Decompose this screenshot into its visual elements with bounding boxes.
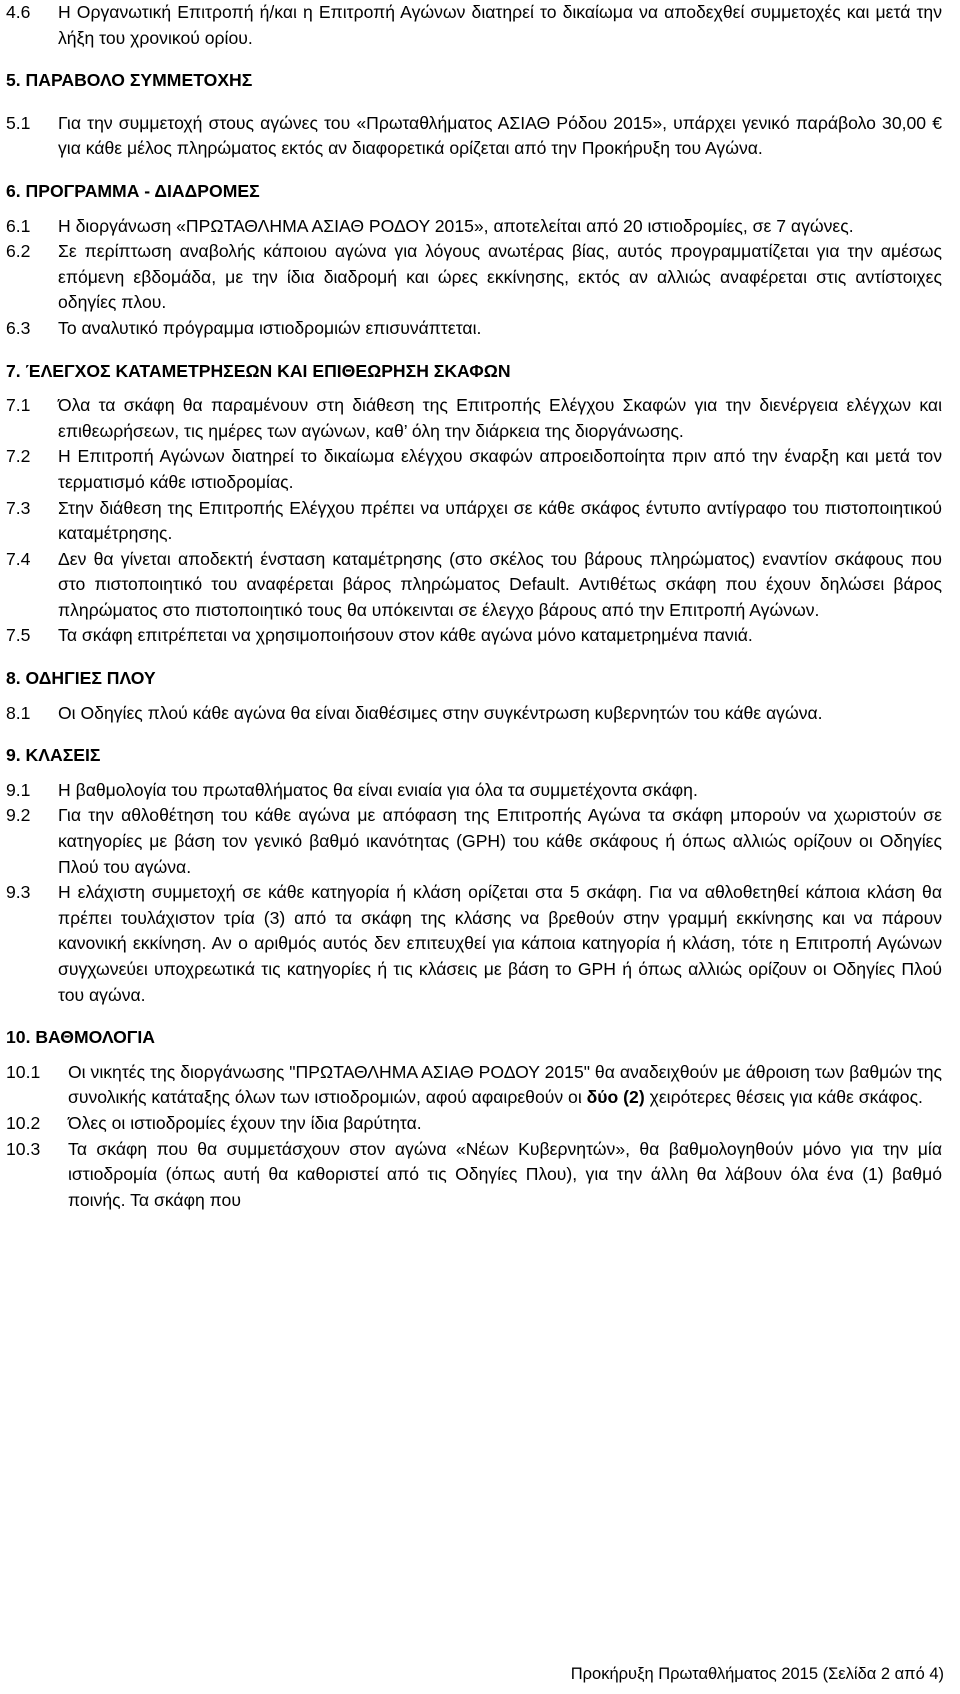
- clause-number: 10.3: [6, 1138, 41, 1159]
- clause-10-3: [6, 1137, 942, 1214]
- clause-text: Δεν θα γίνεται αποδεκτή ένσταση καταμέτρησης (στο σκέλος του βάρους πληρώματος) εναντίον σκάφους που στο πιστοποιητικό του αναφέρεται βάρος πληρώματος Default. Αντιθέτως σκάφη που έχουν δηλώσει βάρος πληρώματος στο πιστοποιητικό τους θα υπόκεινται σε έλεγχο βάρους από την Επιτροπή Αγώνων.: [58, 548, 942, 620]
- clause-7-3: [6, 496, 942, 547]
- clause-7-4: [6, 547, 942, 624]
- clause-text: Όλα τα σκάφη θα παραμένουν στη διάθεση της Επιτροπής Ελέγχου Σκαφών για την διενέργεια ελέγχων και επιθεωρήσεων, τις ημέρες των αγώνων, καθ’ όλη την διάρκεια της διοργάνωσης.: [58, 395, 942, 441]
- section-heading-5: 5. ΠΑΡΑΒΟΛΟ ΣΥΜΜΕΤΟΧΗΣ: [6, 70, 253, 91]
- clause-number: 10.2: [6, 1112, 41, 1133]
- clause-number: 10.1: [6, 1061, 41, 1082]
- clause-number: 7.1: [6, 395, 31, 416]
- clause-text: Οι Οδηγίες πλού κάθε αγώνα θα είναι διαθέσιμες στην συγκέντρωση κυβερνητών του κάθε αγώνα.: [58, 702, 823, 723]
- section-heading-9: 9. ΚΛΑΣΕΙΣ: [6, 745, 101, 766]
- clause-text-part: χειρότερες θέσεις για κάθε σκάφος.: [644, 1087, 923, 1108]
- clause-text: Στην διάθεση της Επιτροπής Ελέγχου πρέπει να υπάρχει σε κάθε σκάφος έντυπο αντίγραφο του πιστοποιητικού καταμέτρησης.: [58, 497, 942, 544]
- section-heading-7: 7. ΈΛΕΓΧΟΣ ΚΑΤΑΜΕΤΡΗΣΕΩΝ ΚΑΙ ΕΠΙΘΕΩΡΗΣΗ ΣΚΑΦΩΝ: [6, 360, 511, 381]
- clause-number: 7.3: [6, 497, 31, 518]
- clause-7-2: [6, 444, 942, 495]
- clause-number: 9.3: [6, 882, 31, 903]
- clause-number: 5.1: [6, 112, 31, 133]
- section-heading-8: 8. ΟΔΗΓΙΕΣ ΠΛΟΥ: [6, 668, 156, 689]
- clause-text: [68, 1060, 942, 1111]
- clause-text-part: Οι νικητές της διοργάνωσης "ΠΡΩΤΑΘΛΗΜΑ ΑΣΙΑΘ ΡΟΔΟΥ 2015" θα αναδειχθούν με άθροιση των βαθμών της συνολικής κατάταξης όλων των ιστιοδρομιών, αφού αφαιρεθούν οι: [68, 1061, 942, 1108]
- clause-number: 8.1: [6, 702, 31, 723]
- section-heading-6: 6. ΠΡΟΓΡΑΜΜΑ - ΔΙΑΔΡΟΜΕΣ: [6, 180, 260, 201]
- clause-number: 7.4: [6, 548, 31, 569]
- clause-6-3: [6, 316, 942, 342]
- clause-5-1: [6, 111, 942, 162]
- clause-text: Η βαθμολογία του πρωταθλήματος θα είναι ενιαία για όλα τα συμμετέχοντα σκάφη.: [58, 779, 698, 800]
- clause-9-2: [6, 803, 942, 880]
- clause-9-3: [6, 880, 942, 1008]
- clause-text: Η διοργάνωση «ΠΡΩΤΑΘΛΗΜΑ ΑΣΙΑΘ ΡΟΔΟΥ 2015», αποτελείται από 20 ιστιοδρομίες, σε 7 αγώνες.: [58, 215, 854, 236]
- clause-10-1: [6, 1060, 942, 1111]
- clause-number: 7.2: [6, 446, 31, 467]
- clause-4-6: [6, 0, 942, 51]
- page-footer: Προκήρυξη Πρωταθλήματος 2015 (Σελίδα 2 από 4): [570, 1665, 944, 1683]
- clause-10-2: [6, 1111, 942, 1137]
- clause-6-1: [6, 214, 942, 240]
- clause-9-1: [6, 778, 942, 804]
- clause-text: Η Επιτροπή Αγώνων διατηρεί το δικαίωμα ελέγχου σκαφών απροειδοποίητα πριν από την έναρξη και μετά τον τερματισμό κάθε ιστιοδρομίας.: [58, 446, 942, 492]
- clause-text: Όλες οι ιστιοδρομίες έχουν την ίδια βαρύτητα.: [68, 1112, 422, 1133]
- clause-text: Τα σκάφη που θα συμμετάσχουν στον αγώνα «Νέων Κυβερνητών», θα βαθμολογηθούν μόνο για την μία ιστιοδρομία (όπως αυτή θα καθοριστεί από τις Οδηγίες Πλου), για την άλλη θα λάβουν όλα ένα (1) βαθμό ποινής. Τα σκάφη που: [68, 1138, 942, 1210]
- clause-7-1: [6, 393, 942, 444]
- clause-text: Για την αθλοθέτηση του κάθε αγώνα με απόφαση της Επιτροπής Αγώνα τα σκάφη μπορούν να χωριστούν σε κατηγορίες με βάση τον γενικό βαθμό ικανότητας (GPH) του κάθε σκάφους ή όπως αλλιώς ορίζουν οι Οδηγίες Πλού του αγώνα.: [58, 805, 942, 877]
- clause-text: Η ελάχιστη συμμετοχή σε κάθε κατηγορία ή κλάση ορίζεται στα 5 σκάφη. Για να αθλοθετηθεί κάποια κλάση θα πρέπει τουλάχιστον τρία (3) από τα σκάφη της κλάσης να βρεθούν στην γραμμή εκκίνησης και να πάρουν κανονική εκκίνηση. Αν ο αριθμός αυτός δεν επιτευχθεί για κάποια κατηγορία ή κλάση, τότε η Επιτροπή Αγώνων συγχωνεύει υποχρεωτικά τις κατηγορίες ή τις κλάσεις με βάση το GPH ή όπως αλλιώς ορίζουν οι Οδηγίες Πλού του αγώνα.: [58, 882, 942, 1005]
- clause-number: 6.3: [6, 317, 31, 338]
- clause-6-2: [6, 239, 942, 316]
- document-page: [6, 0, 942, 1213]
- clause-text: Η Οργανωτική Επιτροπή ή/και η Επιτροπή Αγώνων διατηρεί το δικαίωμα να αποδεχθεί συμμετοχές και μετά την λήξη του χρονικού ορίου.: [58, 2, 942, 48]
- clause-text-bold: δύο (2): [586, 1087, 645, 1108]
- clause-number: 6.1: [6, 215, 31, 236]
- section-heading-10: 10. ΒΑΘΜΟΛΟΓΙΑ: [6, 1027, 155, 1048]
- clause-7-5: [6, 623, 942, 649]
- clause-text: Για την συμμετοχή στους αγώνες του «Πρωταθλήματος ΑΣΙΑΘ Ρόδου 2015», υπάρχει γενικό παράβολο 30,00 € για κάθε μέλος πληρώματος εκτός αν διαφορετικά ορίζεται από την Προκήρυξη του Αγώνα.: [58, 112, 942, 159]
- clause-8-1: [6, 701, 942, 727]
- clause-number: 7.5: [6, 625, 31, 646]
- clause-number: 9.1: [6, 779, 31, 800]
- clause-number: 4.6: [6, 2, 31, 22]
- clause-text: Το αναλυτικό πρόγραμμα ιστιοδρομιών επισυνάπτεται.: [58, 317, 482, 338]
- clause-text: Σε περίπτωση αναβολής κάποιου αγώνα για λόγους ανωτέρας βίας, αυτός προγραμματίζεται για την αμέσως επόμενη εβδομάδα, με την ίδια διαδρομή και ώρες εκκίνησης, εκτός αν αλλιώς αναφέρεται στις αντίστοιχες οδηγίες πλου.: [58, 241, 942, 313]
- clause-text: Τα σκάφη επιτρέπεται να χρησιμοποιήσουν στον κάθε αγώνα μόνο καταμετρημένα πανιά.: [58, 625, 753, 646]
- clause-number: 9.2: [6, 805, 31, 826]
- clause-number: 6.2: [6, 241, 31, 262]
